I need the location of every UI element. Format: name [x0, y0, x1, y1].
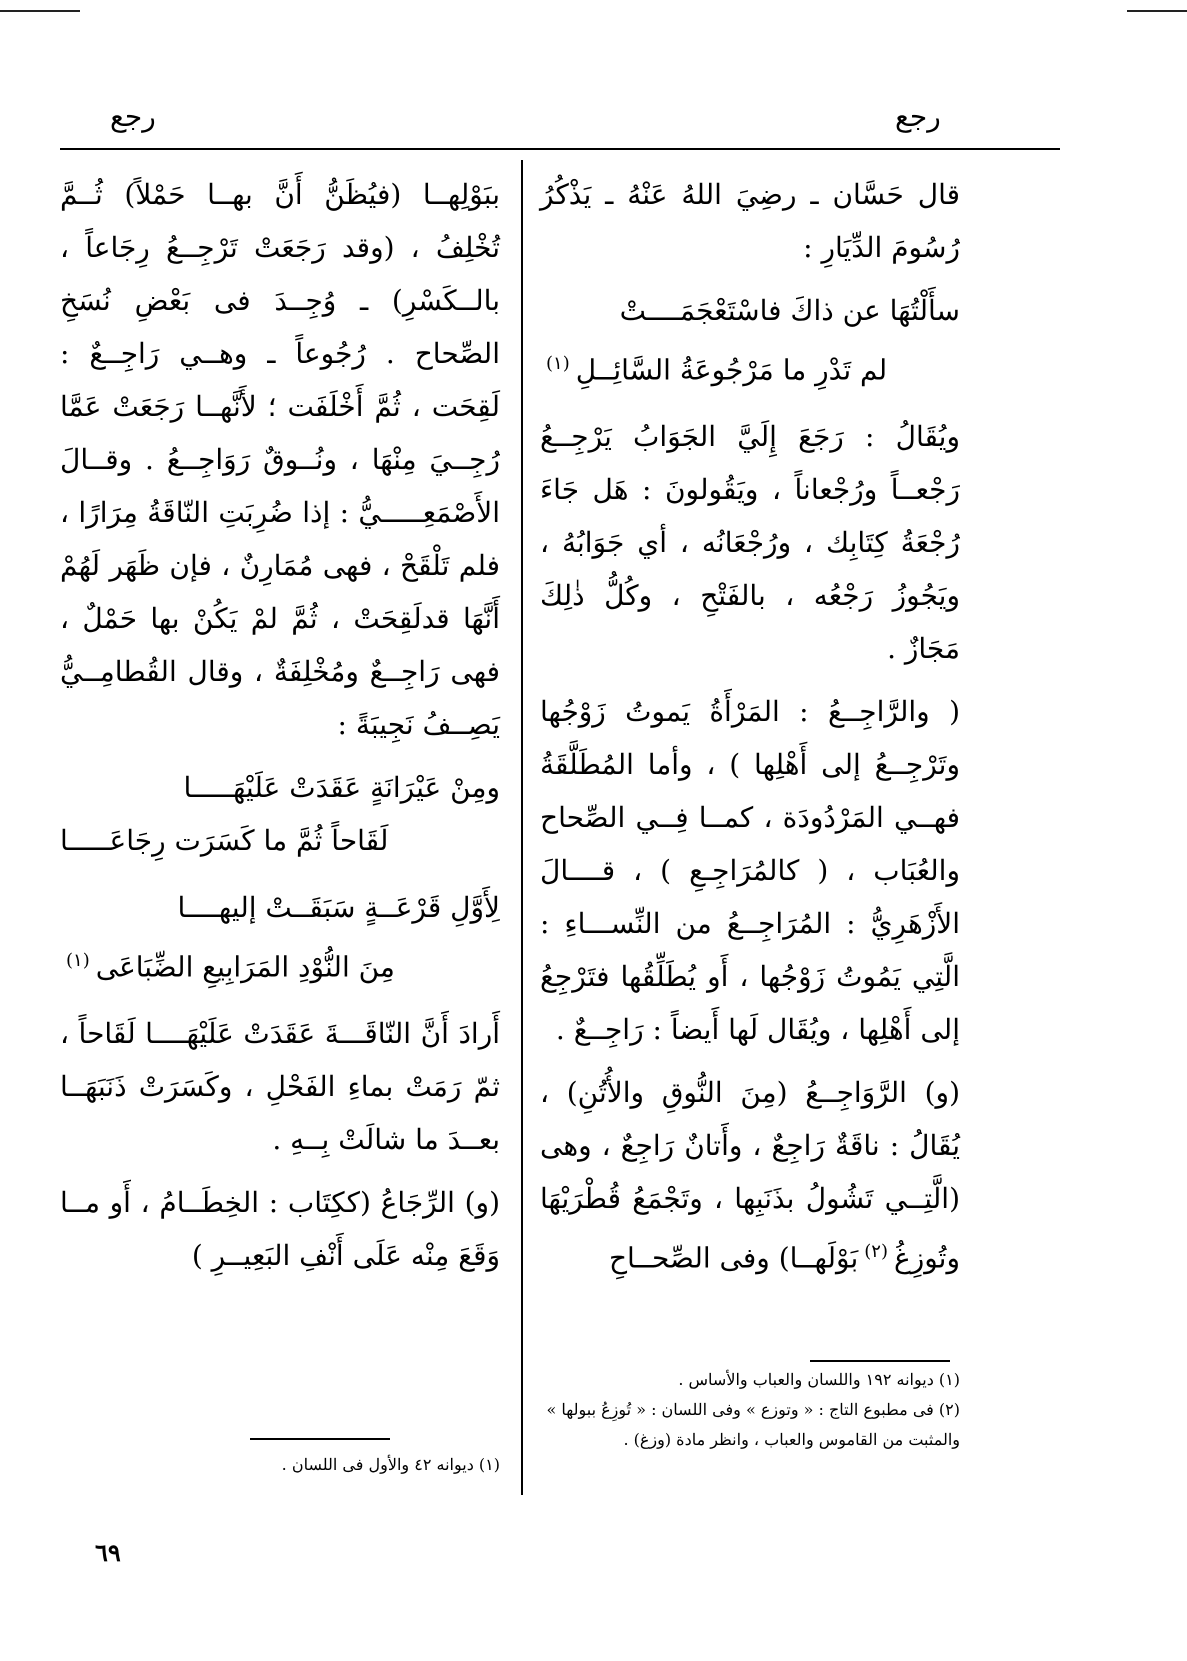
right-intro: قال حَسَّان ـ رضِيَ اللهُ عَنْهُ ـ يَذْكُرُ رُسُومَ الدِّيَارِ : [540, 178, 960, 264]
running-head-left: رجع [110, 100, 156, 133]
footnote-ref: (١) [66, 950, 90, 971]
verse-first-hemistich: ومِنْ عَيْرَانَةٍ عَقَدَتْ عَلَيْهَـــــا [183, 771, 500, 804]
header-rule [60, 148, 1060, 150]
right-paragraph-3: (و) الرَّوَاجِــعُ (مِنَ النُّوقِ والأُتُنِ) ، يُقَالُ : ناقَةٌ رَاجِعٌ ، وأَتانٌ رَاجِعٌ ، وهى (الَّتِــي تَشُولُ بذَنَبِها ، وتَجْمَعُ قُطْرَيْهَا وتُوزِغُ$^{(٢)}$بَوْلَهــا) وفى الصِّحــاحِ [540, 1076, 960, 1275]
scan-edge-line-left [0, 10, 80, 12]
verse-second-hemistich: لم تَدْرِ ما مَرْجُوعَةُ السَّائِــلِ$^{(١)}$ [546, 353, 888, 387]
right-paragraph-1: ويُقَالُ : رَجَعَ إِلَيَّ الجَوَابُ يَرْجِــعُ رَجْعــاً ورُجْعاناً ، ويَقُولونَ : هَل جَاءَ رُجْعَةُ كِتَابِك ، ورُجْعَانُه ، أي جَوَابُهُ ، ويَجُوزُ رَجْعُه ، بالفَتْحِ ، وكُلُّ ذٰلِكَ مَجَازٌ . [540, 420, 960, 666]
left-paragraph-2: أَرادَ أَنَّ النّاقَـــةَ عَقَدَتْ عَلَيْهَــــا لَقَاحاً ، ثمّ رَمَتْ بماءِ الفَحْلِ ، وكَسَرَتْ ذَنَبَهَــا بعــدَ ما شالَتْ بِــهِ . [60, 1017, 500, 1157]
column-divider [521, 160, 523, 1495]
left-column [60, 168, 500, 1292]
footnotes-left [190, 1450, 500, 1480]
right-verse [540, 284, 960, 396]
right-column [540, 168, 960, 1295]
footnote-rule-right [810, 1360, 950, 1362]
footnote-rule-left [250, 1438, 390, 1440]
right-paragraph-2: ( والرَّاجِــعُ : المَرْأَةُ يَموتُ زَوْجُها وتَرْجِــعُ إلى أَهْلِها ) ، وأما المُطَلَّقَةُ فهــي المَرْدُودَة ، كمــا فِــي الصِّحاح والعُبَاب ، ( كالمُرَاجِـعِ ) ، قــــالَ الأَزْهَرِيُّ : المُرَاجِــعُ من النِّســـاءِ : الَّتِي يَمُوتُ زَوْجُها ، أَو يُطَلِّقُها فتَرْجِعُ إلى أَهْلِها ، ويُقَال لَها أَيضاً : رَاجِــعٌ . [540, 695, 960, 1047]
footnote-1: (١) ديوانه ١٩٢ واللسان والعباب والأساس . [678, 1370, 960, 1389]
left-paragraph-3: (و) الرِّجَاعُ (ككِتَاب : الخِطَــامُ ، أَو مــا وَقَعَ مِنْه عَلَى أَنْفِ البَعِيــرِ ) [60, 1186, 500, 1273]
footnote-ref: (٢) [864, 1241, 888, 1263]
verse-second-hemistich: لَقَاحاً ثُمَّ ما كَسَرَت رِجَاعَـــــا [60, 824, 389, 857]
scan-edge-line-right [1127, 10, 1187, 12]
left-verse-2 [60, 881, 500, 993]
verse-first-hemistich: لِأَوَّلِ قَرْعَــةٍ سَبَقَــتْ إليهــــا [177, 891, 500, 924]
left-paragraph-1: ببَوْلِهــا (فيُظَنُّ أَنَّ بهــا حَمْلاً) ثُــمَّ تُخْلِفُ ، (وقد رَجَعَتْ تَرْجِــعُ رِجَاعاً ، بالــكَسْرِ) ـ وُجِــدَ فى بَعْضِ نُسَخِ الصِّحاح . رُجُوعاً ـ وهــي رَاجِــعٌ : لَقِحَت ، ثُمَّ أَخْلَفَت ؛ لأَنَّهــا رَجَعَتْ عَمَّا رُجِــيَ مِنْهَا ، ونُــوقٌ رَوَاجِــعُ . وقــالَ الأَصْمَعِـــــيُّ : إذا ضُرِبَتِ النّاقَةُ مِرَارًا ، فلم تَلْقَحْ ، فهى مُمَارِنٌ ، فإن ظَهَر لَهُمْ أَنَّهَا قدلَقِحَتْ ، ثُمَّ لمْ يَكُنْ بها حَمْلٌ ، فهى رَاجِــعٌ ومُخْلِفَةٌ ، وقال القُطامِــيُّ يَصِــفُ نَجِيبَةً : [60, 178, 500, 741]
footnote-ref: (١) [546, 353, 570, 374]
running-head-right: رجع [895, 100, 941, 133]
left-verse-1 [60, 761, 500, 867]
footnote-1: (١) ديوانه ٤٢ والأول فى اللسان . [281, 1455, 500, 1474]
verse-second-hemistich: مِنَ النُّوْدِ المَرَابِيعِ الضِّبَاعَى$^{(١)}$ [66, 950, 395, 984]
page-number: ٦٩ [95, 1538, 121, 1567]
footnotes-right [540, 1365, 960, 1455]
footnote-2: (٢) فى مطبوع التاج : « وتوزع » وفى اللسان : « تُوزِعُ ببولها » والمثبت من القاموس والعباب ، وانظر مادة (وزغ) . [546, 1400, 960, 1449]
verse-first-hemistich: سأَلْتُهَا عن ذاكَ فاسْتَعْجَمَــــتْ [619, 294, 960, 327]
